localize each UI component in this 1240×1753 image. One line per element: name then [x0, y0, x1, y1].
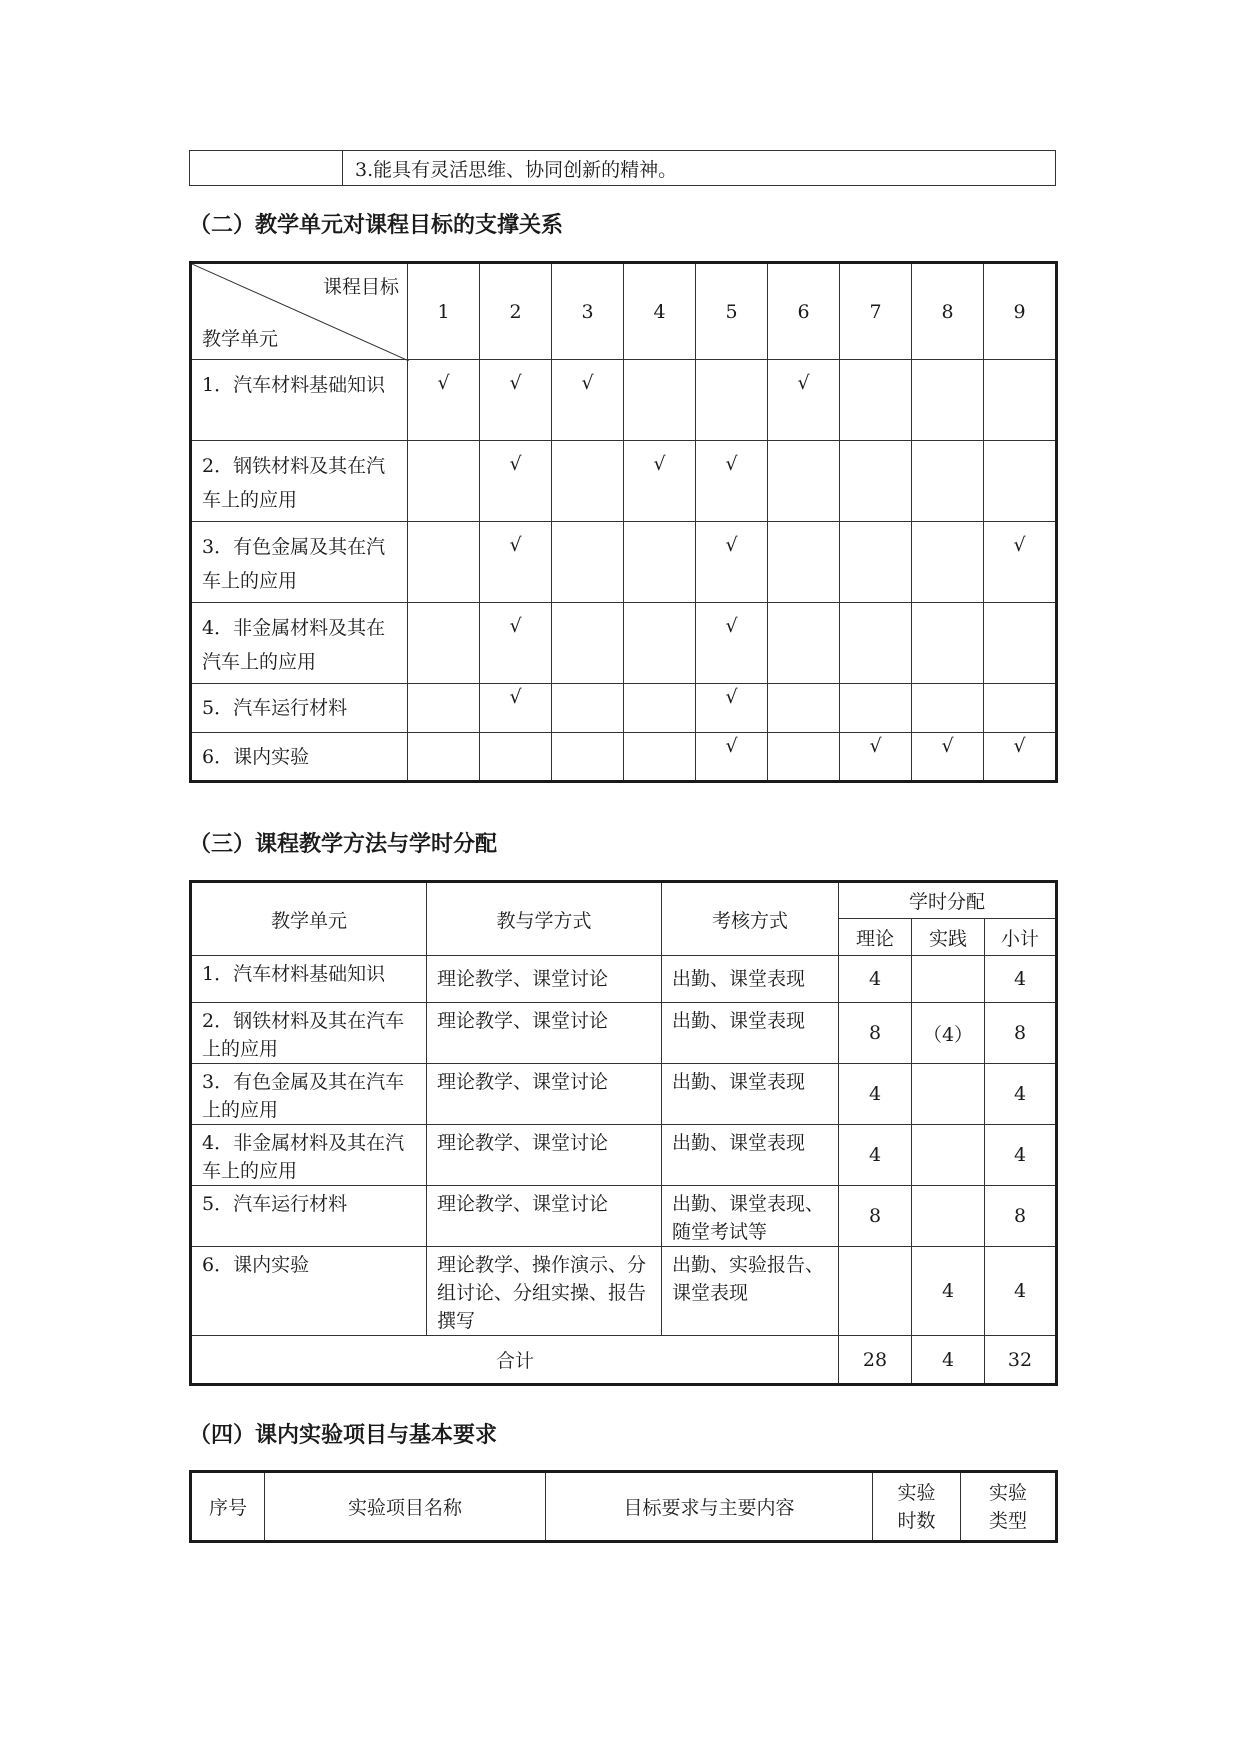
- method-cell: 理论教学、课堂讨论: [427, 1064, 662, 1125]
- check-cell: [840, 603, 912, 684]
- lab-type-line1: 实验: [988, 1481, 1027, 1504]
- assessment-cell: 出勤、课堂表现: [662, 1003, 839, 1064]
- check-cell: [696, 360, 768, 441]
- goal-header: 6: [768, 263, 840, 360]
- table-row: [191, 1186, 1057, 1247]
- table-row: [191, 1247, 1057, 1336]
- col-header-unit: 教学单元: [191, 882, 427, 956]
- assessment-cell: 出勤、课堂表现、随堂考试等: [662, 1186, 839, 1247]
- unit-cell: 4．非金属材料及其在汽车上的应用: [191, 1125, 427, 1186]
- table-row: [191, 441, 1057, 522]
- unit-cell: 1．汽车材料基础知识: [191, 360, 408, 441]
- goal-header: 2: [480, 263, 552, 360]
- table-row: [191, 1064, 1057, 1125]
- section-title-2: （二）教学单元对课程目标的支撑关系: [189, 213, 564, 238]
- check-cell: [552, 733, 624, 782]
- check-cell: √: [984, 733, 1057, 782]
- unit-cell: 5．汽车运行材料: [191, 684, 408, 733]
- section-title-3: （三）课程教学方法与学时分配: [189, 832, 498, 857]
- check-cell: [984, 684, 1057, 733]
- check-cell: [480, 733, 552, 782]
- check-cell: √: [912, 733, 984, 782]
- assessment-cell: 出勤、课堂表现: [662, 956, 839, 1003]
- table-row: [191, 684, 1057, 733]
- subtotal-hours: 4: [985, 956, 1057, 1003]
- col-header-hours: 学时分配: [839, 882, 1057, 919]
- check-cell: √: [624, 441, 696, 522]
- table-row: [190, 151, 1056, 186]
- theory-hours: 4: [839, 956, 912, 1003]
- unit-goal-matrix-table: [189, 261, 1058, 783]
- check-cell: √: [480, 522, 552, 603]
- goal-header: 7: [840, 263, 912, 360]
- lab-projects-table: [189, 1470, 1058, 1543]
- col-header-project-name: 实验项目名称: [265, 1472, 546, 1542]
- subtotal-hours: 4: [985, 1125, 1057, 1186]
- diagonal-header-cell: [191, 263, 408, 360]
- check-cell: [624, 603, 696, 684]
- check-cell: [840, 360, 912, 441]
- theory-hours: 8: [839, 1003, 912, 1064]
- unit-cell: 5．汽车运行材料: [191, 1186, 427, 1247]
- practice-hours: [912, 1064, 985, 1125]
- total-subtotal: 32: [985, 1336, 1057, 1385]
- table-row: [191, 733, 1057, 782]
- table-header-row: [191, 882, 1057, 919]
- check-cell: [408, 603, 480, 684]
- check-cell: [624, 522, 696, 603]
- table-cell: [343, 151, 1056, 186]
- check-cell: [912, 441, 984, 522]
- assessment-cell: 出勤、课堂表现: [662, 1064, 839, 1125]
- teaching-method-hours-table: [189, 880, 1058, 1386]
- table-row: [191, 522, 1057, 603]
- check-cell: [912, 684, 984, 733]
- previous-table-fragment: [189, 150, 1056, 186]
- assessment-cell: 出勤、实验报告、课堂表现: [662, 1247, 839, 1336]
- total-row: [191, 1336, 1057, 1385]
- method-cell: 理论教学、课堂讨论: [427, 1186, 662, 1247]
- theory-hours: [839, 1247, 912, 1336]
- goal-header: 3: [552, 263, 624, 360]
- check-cell: [768, 684, 840, 733]
- goal-header: 4: [624, 263, 696, 360]
- col-header-lab-hours: [873, 1472, 961, 1542]
- unit-cell: 4．非金属材料及其在汽车上的应用: [191, 603, 408, 684]
- table-header-row: [191, 1472, 1057, 1542]
- check-cell: [768, 441, 840, 522]
- check-cell: √: [408, 360, 480, 441]
- total-theory: 28: [839, 1336, 912, 1385]
- method-cell: 理论教学、操作演示、分组讨论、分组实操、报告撰写: [427, 1247, 662, 1336]
- check-cell: [624, 733, 696, 782]
- method-cell: 理论教学、课堂讨论: [427, 1125, 662, 1186]
- objective-text: 3.能具有灵活思维、协同创新的精神。: [355, 158, 678, 181]
- unit-cell: 2．钢铁材料及其在汽车上的应用: [191, 441, 408, 522]
- check-cell: [768, 733, 840, 782]
- goal-header: 8: [912, 263, 984, 360]
- unit-cell: 1．汽车材料基础知识: [191, 956, 427, 1003]
- check-cell: [552, 603, 624, 684]
- lab-hours-line1: 实验: [897, 1481, 936, 1504]
- table-row: [191, 1125, 1057, 1186]
- check-cell: [408, 441, 480, 522]
- goal-header: 9: [984, 263, 1057, 360]
- total-practice: 4: [912, 1336, 985, 1385]
- check-cell: [408, 733, 480, 782]
- check-cell: [912, 360, 984, 441]
- check-cell: [840, 441, 912, 522]
- table-cell: [190, 151, 343, 186]
- lab-hours-line2: 时数: [897, 1509, 936, 1532]
- corner-bottom-label: 教学单元: [202, 328, 279, 350]
- practice-hours: [912, 1125, 985, 1186]
- col-header-method: 教与学方式: [427, 882, 662, 956]
- subtotal-hours: 4: [985, 1247, 1057, 1336]
- col-header-assessment: 考核方式: [662, 882, 839, 956]
- subtotal-hours: 4: [985, 1064, 1057, 1125]
- table-row: [191, 956, 1057, 1003]
- method-cell: 理论教学、课堂讨论: [427, 956, 662, 1003]
- check-cell: √: [480, 603, 552, 684]
- check-cell: [912, 603, 984, 684]
- check-cell: [768, 603, 840, 684]
- check-cell: √: [696, 733, 768, 782]
- check-cell: √: [696, 603, 768, 684]
- unit-cell: 2．钢铁材料及其在汽车上的应用: [191, 1003, 427, 1064]
- check-cell: √: [480, 441, 552, 522]
- unit-cell: 6．课内实验: [191, 1247, 427, 1336]
- check-cell: √: [480, 360, 552, 441]
- lab-type-line2: 类型: [988, 1509, 1027, 1532]
- check-cell: [768, 522, 840, 603]
- check-cell: [408, 684, 480, 733]
- check-cell: √: [840, 733, 912, 782]
- unit-cell: 6．课内实验: [191, 733, 408, 782]
- goal-header: 5: [696, 263, 768, 360]
- unit-cell: 3．有色金属及其在汽车上的应用: [191, 1064, 427, 1125]
- assessment-cell: 出勤、课堂表现: [662, 1125, 839, 1186]
- check-cell: [552, 684, 624, 733]
- col-header-lab-type: [961, 1472, 1057, 1542]
- check-cell: [984, 603, 1057, 684]
- practice-hours: [912, 1186, 985, 1247]
- check-cell: [840, 684, 912, 733]
- check-cell: [552, 441, 624, 522]
- table-header-row: [191, 263, 1057, 360]
- check-cell: [624, 360, 696, 441]
- col-header-theory: 理论: [839, 919, 912, 956]
- section-title-4: （四）课内实验项目与基本要求: [189, 1423, 498, 1448]
- practice-hours: [912, 956, 985, 1003]
- table-row: [191, 1003, 1057, 1064]
- goal-header: 1: [408, 263, 480, 360]
- total-label: 合计: [191, 1336, 839, 1385]
- col-header-seq: 序号: [191, 1472, 265, 1542]
- unit-cell: 3．有色金属及其在汽车上的应用: [191, 522, 408, 603]
- theory-hours: 4: [839, 1125, 912, 1186]
- corner-top-label: 课程目标: [322, 276, 399, 298]
- check-cell: [912, 522, 984, 603]
- theory-hours: 4: [839, 1064, 912, 1125]
- check-cell: [408, 522, 480, 603]
- check-cell: √: [552, 360, 624, 441]
- check-cell: [840, 522, 912, 603]
- check-cell: [984, 360, 1057, 441]
- check-cell: √: [696, 522, 768, 603]
- col-header-content: 目标要求与主要内容: [546, 1472, 873, 1542]
- table-row: [191, 360, 1057, 441]
- check-cell: [984, 441, 1057, 522]
- check-cell: [552, 522, 624, 603]
- practice-hours: 4: [912, 1247, 985, 1336]
- check-cell: [624, 684, 696, 733]
- subtotal-hours: 8: [985, 1003, 1057, 1064]
- col-header-subtotal: 小计: [985, 919, 1057, 956]
- check-cell: √: [768, 360, 840, 441]
- practice-hours: （4）: [912, 1003, 985, 1064]
- theory-hours: 8: [839, 1186, 912, 1247]
- check-cell: √: [984, 522, 1057, 603]
- table-row: [191, 603, 1057, 684]
- col-header-practice: 实践: [912, 919, 985, 956]
- check-cell: √: [696, 684, 768, 733]
- check-cell: √: [480, 684, 552, 733]
- check-cell: √: [696, 441, 768, 522]
- method-cell: 理论教学、课堂讨论: [427, 1003, 662, 1064]
- subtotal-hours: 8: [985, 1186, 1057, 1247]
